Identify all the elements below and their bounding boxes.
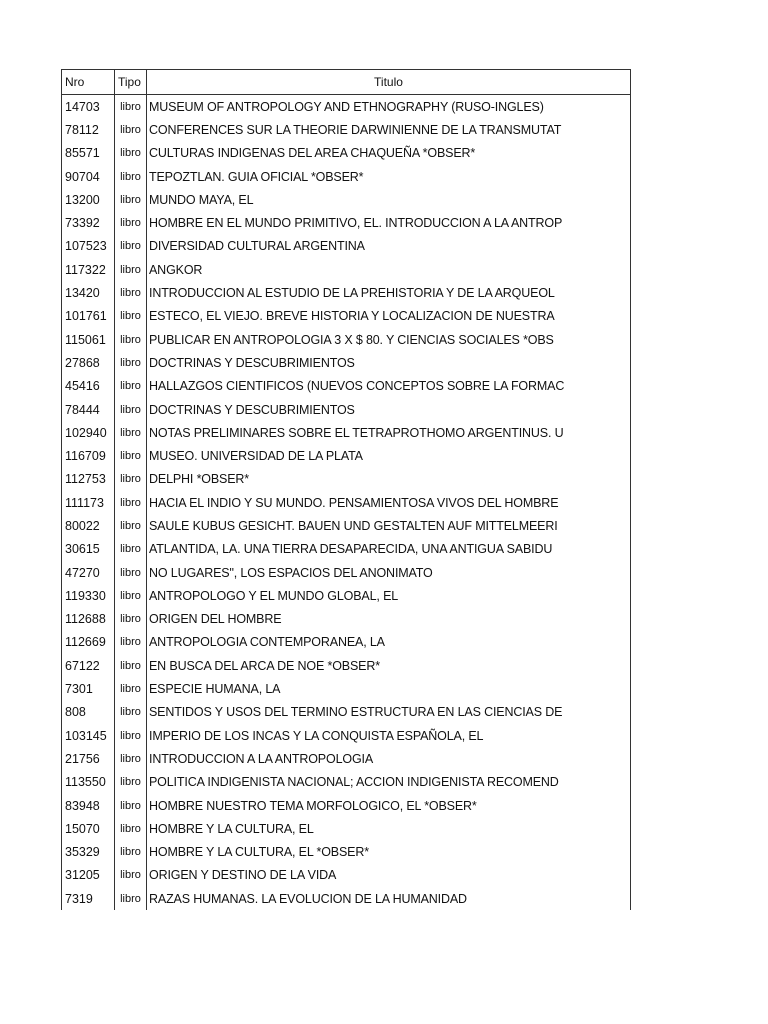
cell-nro: 7301 [62, 677, 115, 700]
table-row [62, 468, 631, 491]
cell-titulo: ORIGEN DEL HOMBRE [147, 608, 631, 631]
table-row [62, 398, 631, 421]
cell-titulo: ESPECIE HUMANA, LA [147, 677, 631, 700]
cell-tipo: libro [115, 444, 147, 467]
cell-titulo: EN BUSCA DEL ARCA DE NOE *OBSER* [147, 654, 631, 677]
cell-tipo: libro [115, 608, 147, 631]
cell-tipo: libro [115, 165, 147, 188]
header-row [62, 70, 631, 95]
cell-nro: 45416 [62, 375, 115, 398]
cell-nro: 107523 [62, 235, 115, 258]
cell-tipo: libro [115, 375, 147, 398]
cell-titulo: POLITICA INDIGENISTA NACIONAL; ACCION INDIGENISTA RECOMEND [147, 771, 631, 794]
cell-nro: 113550 [62, 771, 115, 794]
cell-nro: 90704 [62, 165, 115, 188]
cell-tipo: libro [115, 328, 147, 351]
cell-nro: 808 [62, 701, 115, 724]
cell-titulo: ANTROPOLOGIA CONTEMPORANEA, LA [147, 631, 631, 654]
cell-tipo: libro [115, 305, 147, 328]
cell-nro: 102940 [62, 421, 115, 444]
cell-tipo: libro [115, 211, 147, 234]
table-row [62, 328, 631, 351]
cell-titulo: TEPOZTLAN. GUIA OFICIAL *OBSER* [147, 165, 631, 188]
column-header-nro: Nro [62, 70, 115, 95]
cell-nro: 7319 [62, 887, 115, 910]
table-row [62, 677, 631, 700]
cell-titulo: NOTAS PRELIMINARES SOBRE EL TETRAPROTHOMO ARGENTINUS. U [147, 421, 631, 444]
table-row [62, 235, 631, 258]
table-row [62, 375, 631, 398]
cell-nro: 112688 [62, 608, 115, 631]
table-row [62, 165, 631, 188]
cell-nro: 115061 [62, 328, 115, 351]
table-row [62, 491, 631, 514]
cell-nro: 27868 [62, 351, 115, 374]
table-row [62, 118, 631, 141]
cell-tipo: libro [115, 794, 147, 817]
cell-nro: 31205 [62, 864, 115, 887]
column-header-tipo: Tipo [115, 70, 147, 95]
cell-tipo: libro [115, 584, 147, 607]
cell-titulo: MUSEO. UNIVERSIDAD DE LA PLATA [147, 444, 631, 467]
table-body [62, 95, 631, 911]
cell-tipo: libro [115, 724, 147, 747]
table-header [62, 70, 631, 95]
cell-tipo: libro [115, 561, 147, 584]
cell-nro: 78112 [62, 118, 115, 141]
cell-titulo: RAZAS HUMANAS. LA EVOLUCION DE LA HUMANIDAD [147, 887, 631, 910]
table-row [62, 771, 631, 794]
cell-titulo: MUNDO MAYA, EL [147, 188, 631, 211]
table-row [62, 747, 631, 770]
table-row [62, 444, 631, 467]
cell-tipo: libro [115, 491, 147, 514]
table-row [62, 608, 631, 631]
cell-nro: 112753 [62, 468, 115, 491]
table-row [62, 188, 631, 211]
cell-titulo: CONFERENCES SUR LA THEORIE DARWINIENNE DE LA TRANSMUTAT [147, 118, 631, 141]
table-row [62, 142, 631, 165]
cell-nro: 116709 [62, 444, 115, 467]
table-row [62, 561, 631, 584]
cell-tipo: libro [115, 747, 147, 770]
cell-tipo: libro [115, 654, 147, 677]
cell-nro: 14703 [62, 95, 115, 119]
cell-titulo: SAULE KUBUS GESICHT. BAUEN UND GESTALTEN AUF MITTELMEERI [147, 514, 631, 537]
table-row [62, 724, 631, 747]
cell-tipo: libro [115, 235, 147, 258]
table-row [62, 631, 631, 654]
cell-nro: 85571 [62, 142, 115, 165]
cell-titulo: DELPHI *OBSER* [147, 468, 631, 491]
table-row [62, 351, 631, 374]
cell-tipo: libro [115, 398, 147, 421]
cell-titulo: ANGKOR [147, 258, 631, 281]
cell-titulo: INTRODUCCION A LA ANTROPOLOGIA [147, 747, 631, 770]
cell-tipo: libro [115, 771, 147, 794]
cell-nro: 101761 [62, 305, 115, 328]
table-row [62, 421, 631, 444]
table-row [62, 305, 631, 328]
table-row [62, 887, 631, 910]
cell-titulo: CULTURAS INDIGENAS DEL AREA CHAQUEÑA *OBSER* [147, 142, 631, 165]
cell-titulo: MUSEUM OF ANTROPOLOGY AND ETHNOGRAPHY (RUSO-INGLES) [147, 95, 631, 119]
catalog-sheet [61, 69, 630, 910]
table-row [62, 584, 631, 607]
cell-tipo: libro [115, 258, 147, 281]
cell-tipo: libro [115, 538, 147, 561]
cell-nro: 111173 [62, 491, 115, 514]
cell-titulo: ATLANTIDA, LA. UNA TIERRA DESAPARECIDA, UNA ANTIGUA SABIDU [147, 538, 631, 561]
cell-tipo: libro [115, 142, 147, 165]
cell-tipo: libro [115, 351, 147, 374]
cell-nro: 21756 [62, 747, 115, 770]
cell-tipo: libro [115, 677, 147, 700]
cell-titulo: SENTIDOS Y USOS DEL TERMINO ESTRUCTURA EN LAS CIENCIAS DE [147, 701, 631, 724]
cell-nro: 80022 [62, 514, 115, 537]
cell-nro: 119330 [62, 584, 115, 607]
cell-tipo: libro [115, 817, 147, 840]
cell-titulo: NO LUGARES", LOS ESPACIOS DEL ANONIMATO [147, 561, 631, 584]
catalog-table [61, 69, 631, 910]
cell-nro: 30615 [62, 538, 115, 561]
cell-titulo: HALLAZGOS CIENTIFICOS (NUEVOS CONCEPTOS SOBRE LA FORMAC [147, 375, 631, 398]
cell-titulo: ORIGEN Y DESTINO DE LA VIDA [147, 864, 631, 887]
table-row [62, 281, 631, 304]
cell-nro: 13200 [62, 188, 115, 211]
cell-titulo: HOMBRE NUESTRO TEMA MORFOLOGICO, EL *OBSER* [147, 794, 631, 817]
table-row [62, 864, 631, 887]
cell-nro: 73392 [62, 211, 115, 234]
table-row [62, 841, 631, 864]
table-row [62, 654, 631, 677]
cell-nro: 67122 [62, 654, 115, 677]
table-row [62, 258, 631, 281]
table-row [62, 817, 631, 840]
cell-tipo: libro [115, 887, 147, 910]
cell-titulo: ESTECO, EL VIEJO. BREVE HISTORIA Y LOCALIZACION DE NUESTRA [147, 305, 631, 328]
cell-tipo: libro [115, 468, 147, 491]
cell-titulo: PUBLICAR EN ANTROPOLOGIA 3 X $ 80. Y CIENCIAS SOCIALES *OBS [147, 328, 631, 351]
cell-titulo: HOMBRE EN EL MUNDO PRIMITIVO, EL. INTRODUCCION A LA ANTROP [147, 211, 631, 234]
cell-tipo: libro [115, 841, 147, 864]
cell-tipo: libro [115, 864, 147, 887]
cell-titulo: INTRODUCCION AL ESTUDIO DE LA PREHISTORIA Y DE LA ARQUEOL [147, 281, 631, 304]
cell-titulo: HACIA EL INDIO Y SU MUNDO. PENSAMIENTOSA VIVOS DEL HOMBRE [147, 491, 631, 514]
table-row [62, 211, 631, 234]
cell-tipo: libro [115, 95, 147, 119]
cell-titulo: IMPERIO DE LOS INCAS Y LA CONQUISTA ESPAÑOLA, EL [147, 724, 631, 747]
table-row [62, 538, 631, 561]
cell-titulo: DOCTRINAS Y DESCUBRIMIENTOS [147, 398, 631, 421]
cell-nro: 117322 [62, 258, 115, 281]
cell-titulo: DIVERSIDAD CULTURAL ARGENTINA [147, 235, 631, 258]
cell-nro: 103145 [62, 724, 115, 747]
cell-nro: 13420 [62, 281, 115, 304]
cell-tipo: libro [115, 188, 147, 211]
cell-titulo: HOMBRE Y LA CULTURA, EL *OBSER* [147, 841, 631, 864]
cell-tipo: libro [115, 701, 147, 724]
cell-tipo: libro [115, 514, 147, 537]
cell-nro: 15070 [62, 817, 115, 840]
table-row [62, 794, 631, 817]
cell-nro: 47270 [62, 561, 115, 584]
table-row [62, 95, 631, 119]
cell-titulo: HOMBRE Y LA CULTURA, EL [147, 817, 631, 840]
table-row [62, 701, 631, 724]
cell-tipo: libro [115, 421, 147, 444]
cell-tipo: libro [115, 118, 147, 141]
cell-titulo: ANTROPOLOGO Y EL MUNDO GLOBAL, EL [147, 584, 631, 607]
table-row [62, 514, 631, 537]
cell-tipo: libro [115, 281, 147, 304]
cell-nro: 78444 [62, 398, 115, 421]
cell-nro: 112669 [62, 631, 115, 654]
cell-nro: 83948 [62, 794, 115, 817]
cell-nro: 35329 [62, 841, 115, 864]
cell-tipo: libro [115, 631, 147, 654]
column-header-titulo: Titulo [147, 70, 631, 95]
cell-titulo: DOCTRINAS Y DESCUBRIMIENTOS [147, 351, 631, 374]
